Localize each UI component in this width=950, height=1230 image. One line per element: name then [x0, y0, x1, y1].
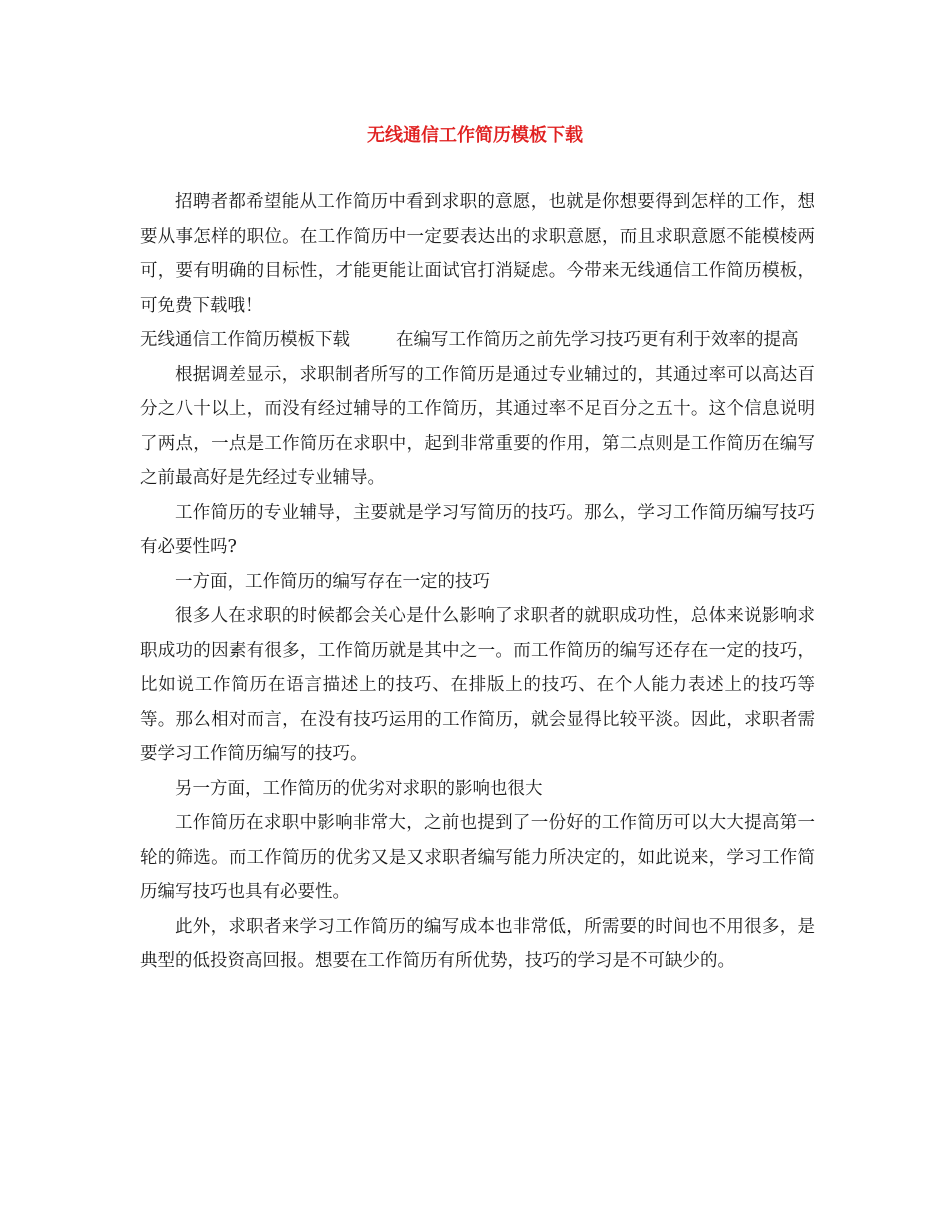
body-paragraph: 根据调差显示，求职制者所写的工作简历是通过专业辅过的，其通过率可以高达百分之八十以上，而没有经过辅导的工作简历，其通过率不足百分之五十。这个信息说明了两点，一点是工作简历在求职中，起到非常重要的作用，第二点则是工作简历在编写之前最高好是先经过专业辅导。	[140, 364, 815, 488]
subheading-one: 一方面，工作简历的编写存在一定的技巧	[175, 571, 490, 592]
body-paragraph: 此外，求职者来学习工作简历的编写成本也非常低，所需要的时间也不用很多，是典型的低投资高回报。想要在工作简历有所优势，技巧的学习是不可缺少的。	[140, 916, 815, 971]
template-download-link[interactable]: 无线通信工作简历模板下载	[140, 330, 350, 350]
link-line	[140, 323, 815, 358]
document-title: 无线通信工作简历模板下载	[367, 125, 583, 146]
document-body	[140, 185, 815, 979]
intro-paragraph: 招聘者都希望能从工作简历中看到求职的意愿，也就是你想要得到怎样的工作，想要从事怎样的职位。在工作简历中一定要表达出的求职意愿，而且求职意愿不能模棱两可，要有明确的目标性，才能更能让面试官打消疑虑。今带来无线通信工作简历模板，可免费下载哦！	[140, 192, 815, 316]
section-heading: 在编写工作简历之前先学习技巧更有利于效率的提高	[396, 330, 799, 350]
body-paragraph: 工作简历在求职中影响非常大，之前也提到了一份好的工作简历可以大大提高第一轮的筛选。而工作简历的优劣又是又求职者编写能力所决定的，如此说来，学习工作简历编写技巧也具有必要性。	[140, 813, 815, 902]
subheading-two: 另一方面，工作简历的优劣对求职的影响也很大	[175, 778, 543, 799]
body-paragraph: 工作简历的专业辅导，主要就是学习写简历的技巧。那么，学习工作简历编写技巧有必要性吗?	[140, 502, 815, 557]
body-paragraph: 很多人在求职的时候都会关心是什么影响了求职者的就职成功性，总体来说影响求职成功的因素有很多，工作简历就是其中之一。而工作简历的编写还存在一定的技巧，比如说工作简历在语言描述上的技巧、在排版上的技巧、在个人能力表述上的技巧等等。那么相对而言，在没有技巧运用的工作简历，就会显得比较平淡。因此，求职者需要学习工作简历编写的技巧。	[140, 606, 815, 764]
